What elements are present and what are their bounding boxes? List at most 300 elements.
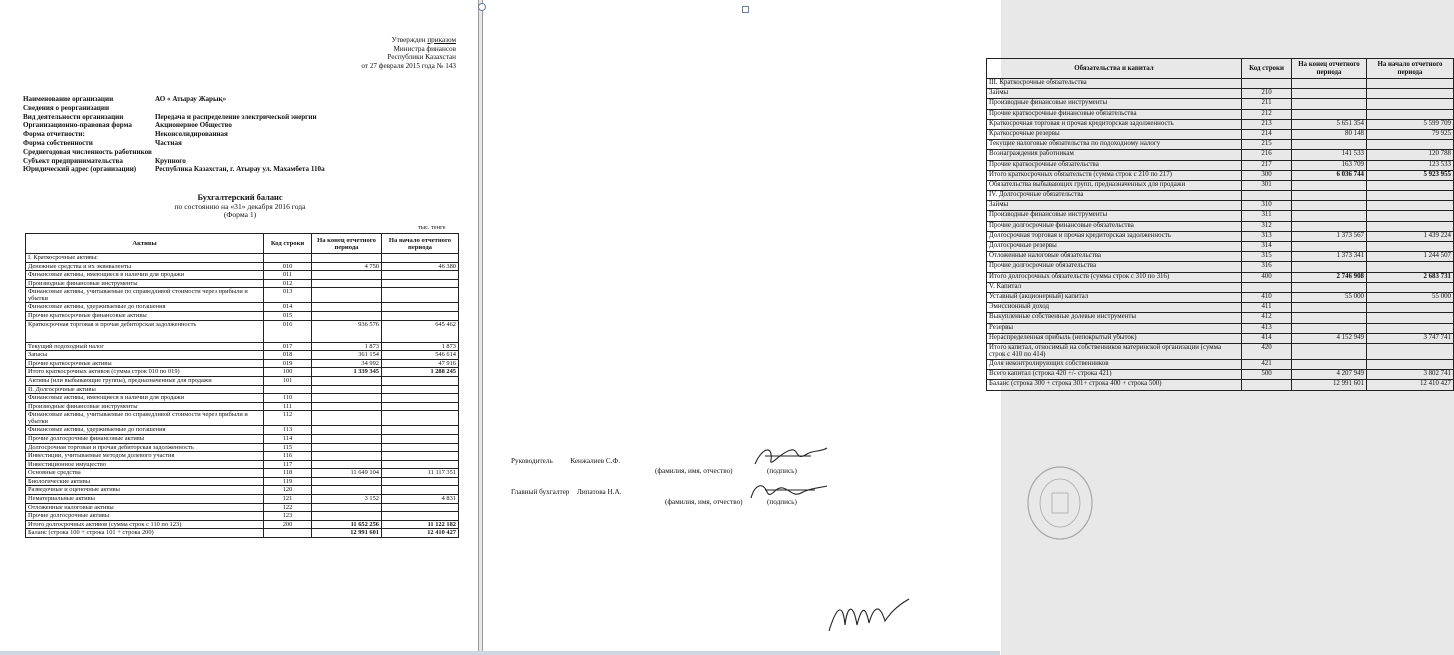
row-end-value [312, 376, 382, 385]
row-code: 400 [1242, 272, 1292, 282]
header-end-period: На конец отчетного периода [1292, 59, 1367, 79]
row-start-value [1367, 99, 1454, 109]
row-end-value [312, 512, 382, 521]
table-row [26, 359, 459, 368]
row-end-value: 3 152 [312, 495, 382, 504]
row-start-value: 1 439 224 [1367, 231, 1454, 241]
row-end-value [312, 271, 382, 280]
document-form: (Форма 1) [223, 210, 257, 220]
row-code: 412 [1242, 313, 1292, 323]
row-name: Вознаграждения работникам [987, 150, 1242, 160]
row-name: Инвестиции, учитываемые методом долевого участия [26, 452, 264, 461]
head-signature-line [511, 457, 620, 465]
row-name: Финансовые активы, удерживаемые до погашения [26, 303, 264, 312]
header-liabilities: Обязательства и капитал [987, 59, 1242, 79]
row-end-value [1292, 221, 1367, 231]
row-code [1242, 282, 1292, 292]
header-start-period: На начало отчетного периода [1367, 59, 1454, 79]
row-code: 014 [264, 303, 312, 312]
table-row [987, 201, 1454, 211]
row-name: Производные финансовые инструменты [26, 279, 264, 288]
row-end-value: 6 036 744 [1292, 170, 1367, 180]
row-start-value [382, 434, 459, 443]
row-code: 411 [1242, 303, 1292, 313]
row-start-value [382, 385, 459, 394]
row-start-value [382, 452, 459, 461]
row-end-value: 163 709 [1292, 160, 1367, 170]
row-start-value: 11 117 351 [382, 469, 459, 478]
row-code: 312 [1242, 221, 1292, 231]
table-row [987, 99, 1454, 109]
document-title: Бухгалтерский баланс [197, 193, 283, 202]
row-start-value [1367, 79, 1454, 89]
accountant-signature-image [745, 478, 831, 504]
row-end-value [312, 443, 382, 452]
row-start-value [1367, 180, 1454, 190]
table-row [987, 282, 1454, 292]
row-name: I. Краткосрочные активы: [26, 254, 264, 263]
table-row [987, 160, 1454, 170]
row-name: Краткосрочные резервы [987, 129, 1242, 139]
row-code: 017 [264, 342, 312, 351]
head-fio-caption: (фамилия, имя, отчество) [655, 467, 733, 475]
row-code: 122 [264, 503, 312, 512]
row-start-value: 1 244 507 [1367, 252, 1454, 262]
head-label: Руководитель [511, 457, 553, 465]
row-name: Прочие долгосрочные финансовые активы [26, 434, 264, 443]
row-code: 200 [264, 520, 312, 529]
row-start-value [1367, 360, 1454, 370]
row-start-value: 12 410 427 [382, 529, 459, 538]
row-code: 101 [264, 376, 312, 385]
row-end-value [1292, 89, 1367, 99]
row-name: Отложенные налоговые обязательства [987, 252, 1242, 262]
row-code [1242, 191, 1292, 201]
org-info-row [23, 165, 463, 174]
row-name: Прочие краткосрочные активы [26, 359, 264, 368]
table-row [26, 460, 459, 469]
accountant-sign-caption: (подпись) [767, 498, 797, 506]
row-code: 214 [1242, 129, 1292, 139]
table-row [26, 512, 459, 521]
row-start-value: 4 831 [382, 495, 459, 504]
row-code: 100 [264, 368, 312, 377]
stamp-image [1023, 463, 1097, 543]
row-name: Нераспределенная прибыль (непокрытый убыток) [987, 333, 1242, 343]
org-info-row [23, 148, 463, 157]
row-start-value: 46 380 [382, 262, 459, 271]
row-end-value: 141 533 [1292, 150, 1367, 160]
row-end-value: 1 373 341 [1292, 252, 1367, 262]
org-info-label: Субъект предпринимательства [23, 156, 123, 165]
row-name: Нематериальные активы [26, 495, 264, 504]
row-end-value [312, 411, 382, 426]
table-row [987, 360, 1454, 370]
row-start-value: 5 923 955 [1367, 170, 1454, 180]
row-code: 114 [264, 434, 312, 443]
accountant-label: Главный бухгалтер [511, 488, 570, 496]
table-row [26, 411, 459, 426]
row-end-value: 11 649 104 [312, 469, 382, 478]
table-row [987, 170, 1454, 180]
table-row [26, 271, 459, 280]
row-start-value [1367, 323, 1454, 333]
row-start-value [382, 486, 459, 495]
row-name: Баланс (строка 100 + строка 101 + строка 200) [26, 529, 264, 538]
org-info-label: Форма собственности [23, 138, 93, 147]
row-end-value: 34 992 [312, 359, 382, 368]
row-name: Прочие долгосрочные обязательства [987, 262, 1242, 272]
row-start-value [1367, 303, 1454, 313]
row-code: 315 [1242, 252, 1292, 262]
table-row [987, 89, 1454, 99]
approval-prefix: Утвержден [391, 36, 426, 44]
row-end-value: 12 991 601 [312, 529, 382, 538]
row-code: 314 [1242, 242, 1292, 252]
row-code: 313 [1242, 231, 1292, 241]
row-name: Прочие долгосрочные финансовые обязательства [987, 221, 1242, 231]
table-row [987, 109, 1454, 119]
row-end-value [1292, 99, 1367, 109]
row-code: 211 [1242, 99, 1292, 109]
row-code [1242, 380, 1292, 390]
org-info-value: Крупного [155, 156, 186, 165]
row-end-value: 80 148 [1292, 129, 1367, 139]
organization-info [23, 95, 463, 174]
row-code: 012 [264, 279, 312, 288]
row-start-value [382, 271, 459, 280]
row-end-value [1292, 262, 1367, 272]
row-start-value [382, 394, 459, 403]
row-end-value [312, 434, 382, 443]
row-name: Финансовые активы, учитываемые по справедливой стоимости через прибыли и убытки [26, 288, 264, 303]
row-end-value: 55 000 [1292, 292, 1367, 302]
row-end-value: 11 652 256 [312, 520, 382, 529]
table-row [987, 252, 1454, 262]
row-code: 116 [264, 452, 312, 461]
row-name: Разведочные и оценочные активы [26, 486, 264, 495]
row-name: Долгосрочные резервы [987, 242, 1242, 252]
row-name: Производные финансовые инструменты [987, 211, 1242, 221]
org-info-row [23, 157, 463, 166]
row-start-value: 123 533 [1367, 160, 1454, 170]
table-row [26, 279, 459, 288]
org-info-value: Республика Казахстан, г. Атырау ул. Махамбета 110а [155, 165, 325, 174]
right-document-page [482, 0, 1451, 655]
row-name: Займы [987, 201, 1242, 211]
row-name: Итого краткосрочных активов (сумма строк 010 по 019) [26, 368, 264, 377]
row-start-value [382, 279, 459, 288]
row-name: Финансовые активы, учитываемые по справедливой стоимости через прибыли и убытки [26, 411, 264, 426]
row-code: 301 [1242, 180, 1292, 190]
row-name: Краткосрочная торговая и прочая дебиторская задолженность [26, 320, 264, 342]
row-start-value: 2 683 731 [1367, 272, 1454, 282]
row-start-value [382, 254, 459, 263]
row-code [264, 254, 312, 263]
row-name: IV. Долгосрочные обязательства [987, 191, 1242, 201]
liabilities-table [986, 58, 1454, 391]
row-start-value [1367, 109, 1454, 119]
row-end-value: 1 873 [312, 342, 382, 351]
row-start-value [1367, 140, 1454, 150]
row-name: Производные финансовые инструменты [26, 402, 264, 411]
row-start-value [1367, 313, 1454, 323]
row-name: Текущие налоговые обязательства по подоходному налогу [987, 140, 1242, 150]
row-end-value [1292, 282, 1367, 292]
table-row [26, 342, 459, 351]
table-row [26, 402, 459, 411]
row-start-value [1367, 242, 1454, 252]
row-start-value: 1 873 [382, 342, 459, 351]
org-info-label: Сведения о реорганизации [23, 103, 110, 112]
row-code: 210 [1242, 89, 1292, 99]
org-info-row [23, 95, 463, 104]
table-row [987, 323, 1454, 333]
row-name: Финансовые активы, имеющиеся в наличии для продажи [26, 394, 264, 403]
approval-line-4: от 27 февраля 2015 года № 143 [361, 61, 456, 70]
row-start-value [382, 288, 459, 303]
table-row [987, 292, 1454, 302]
row-name: Долгосрочная торговая и прочая дебиторская задолженность [26, 443, 264, 452]
table-row [987, 79, 1454, 89]
table-row [26, 443, 459, 452]
table-row [987, 333, 1454, 343]
row-name: Баланс (строка 300 + строка 301+ строка 400 + строка 500) [987, 380, 1242, 390]
document-date: по состоянию на «31» декабря 2016 года [174, 201, 306, 211]
row-end-value [312, 402, 382, 411]
org-info-label: Вид деятельности организации [23, 112, 124, 121]
org-info-label: Форма отчетности: [23, 130, 85, 139]
resize-handle-corner[interactable] [742, 6, 749, 13]
table-row [987, 191, 1454, 201]
row-name: Денежные средства и их эквиваленты [26, 262, 264, 271]
row-start-value [1367, 89, 1454, 99]
row-start-value: 645 462 [382, 320, 459, 342]
row-code: 120 [264, 486, 312, 495]
row-name: Прочие краткосрочные обязательства [987, 160, 1242, 170]
row-start-value [1367, 211, 1454, 221]
table-row [26, 303, 459, 312]
row-start-value: 79 925 [1367, 129, 1454, 139]
approval-block [286, 36, 456, 70]
accountant-fio-caption: (фамилия, имя, отчество) [665, 498, 743, 506]
row-name: Долгосрочная торговая и прочая кредиторская задолженность [987, 231, 1242, 241]
row-start-value: 47 916 [382, 359, 459, 368]
resize-handle-top[interactable] [478, 3, 486, 11]
header-assets: Активы [26, 234, 264, 254]
table-row [987, 231, 1454, 241]
head-name: Кенжалиев С.Ф. [570, 457, 620, 465]
row-name: II. Долгосрочные активы [26, 385, 264, 394]
row-code: 117 [264, 460, 312, 469]
row-start-value [1367, 191, 1454, 201]
org-info-row [23, 130, 463, 139]
row-end-value: 4 750 [312, 262, 382, 271]
table-row [987, 150, 1454, 160]
row-start-value [382, 402, 459, 411]
row-code: 420 [1242, 343, 1292, 359]
row-start-value [382, 460, 459, 469]
org-info-row [23, 139, 463, 148]
table-row [987, 262, 1454, 272]
row-start-value [382, 311, 459, 320]
header-start-period: На начало отчетного периода [382, 234, 459, 254]
row-name: Прочие краткосрочные финансовые обязательства [987, 109, 1242, 119]
row-end-value [312, 394, 382, 403]
row-code: 110 [264, 394, 312, 403]
row-code: 013 [264, 288, 312, 303]
row-end-value [312, 477, 382, 486]
row-code: 011 [264, 271, 312, 280]
row-start-value [382, 376, 459, 385]
table-row [26, 520, 459, 529]
row-name: Итого долгосрочных обязательств (сумма строк с 310 по 316) [987, 272, 1242, 282]
row-code: 016 [264, 320, 312, 342]
table-row [26, 385, 459, 394]
row-start-value: 11 122 182 [382, 520, 459, 529]
accountant-signature-line [511, 488, 621, 496]
row-end-value [312, 303, 382, 312]
row-name: Биологические активы [26, 477, 264, 486]
row-start-value [382, 426, 459, 435]
row-code: 216 [1242, 150, 1292, 160]
row-start-value: 120 788 [1367, 150, 1454, 160]
row-name: Краткосрочная торговая и прочая кредиторская задолженность [987, 119, 1242, 129]
row-end-value [1292, 323, 1367, 333]
row-name: Инвестиционное имущество [26, 460, 264, 469]
approval-order-link[interactable]: приказом [427, 36, 456, 44]
table-row [26, 311, 459, 320]
approval-line-3: Республики Казахстан [387, 53, 456, 62]
balance-title-block [150, 194, 330, 220]
row-code: 018 [264, 351, 312, 360]
table-row [987, 211, 1454, 221]
row-name: Прочие долгосрочные активы [26, 512, 264, 521]
row-name: Выкупленные собственные долевые инструменты [987, 313, 1242, 323]
row-start-value: 1 288 245 [382, 368, 459, 377]
table-row [26, 376, 459, 385]
row-name: Активы (или выбывающие группы), предназначенные для продажи [26, 376, 264, 385]
row-code: 015 [264, 311, 312, 320]
row-code: 113 [264, 426, 312, 435]
row-name: Итого краткосрочных обязательств (сумма строк с 210 по 217) [987, 170, 1242, 180]
table-row [987, 129, 1454, 139]
row-code: 213 [1242, 119, 1292, 129]
header-code: Код строки [1242, 59, 1292, 79]
row-end-value [312, 311, 382, 320]
row-end-value [1292, 191, 1367, 201]
row-code: 316 [1242, 262, 1292, 272]
header-code: Код строки [264, 234, 312, 254]
org-info-label: Наименование организации [23, 95, 114, 103]
table-row [26, 452, 459, 461]
row-name: Текущий подоходный налог [26, 342, 264, 351]
table-row [26, 394, 459, 403]
row-name: Всего капитал (строка 420 +/- строка 421) [987, 370, 1242, 380]
row-code: 215 [1242, 140, 1292, 150]
table-row [26, 434, 459, 443]
row-end-value: 361 154 [312, 351, 382, 360]
row-end-value [1292, 303, 1367, 313]
table-row [26, 262, 459, 271]
table-row [987, 343, 1454, 359]
row-name: Запасы [26, 351, 264, 360]
row-code: 112 [264, 411, 312, 426]
org-info-label: Организационно-правовая форма [23, 121, 132, 130]
row-name: Финансовые активы, удерживаемые до погашения [26, 426, 264, 435]
row-name: III. Краткосрочные обязательства [987, 79, 1242, 89]
row-start-value [1367, 221, 1454, 231]
row-start-value [1367, 343, 1454, 359]
row-start-value [382, 503, 459, 512]
row-end-value [1292, 140, 1367, 150]
row-name: Итого долгосрочных активов (сумма строк с 110 по 123) [26, 520, 264, 529]
row-end-value [312, 254, 382, 263]
row-start-value [1367, 262, 1454, 272]
table-row [26, 477, 459, 486]
assets-table [25, 233, 459, 538]
table-row [26, 351, 459, 360]
accountant-name: Липатова Н.А. [576, 488, 622, 496]
row-start-value [382, 477, 459, 486]
table-row [26, 495, 459, 504]
row-name: Обязательства выбывающих групп, предназначенных для продажи [987, 180, 1242, 190]
org-info-value: Неконсолидированная [155, 130, 228, 139]
header-end-period: На конец отчетного периода [312, 234, 382, 254]
table-row [26, 469, 459, 478]
table-row [26, 503, 459, 512]
row-name: Резервы [987, 323, 1242, 333]
org-info-value: Передача и распределение электрической энергии [155, 112, 317, 121]
table-row [987, 221, 1454, 231]
row-code [1242, 79, 1292, 89]
table-row [987, 303, 1454, 313]
row-start-value [382, 411, 459, 426]
table-row [987, 272, 1454, 282]
row-start-value: 5 599 709 [1367, 119, 1454, 129]
row-code: 123 [264, 512, 312, 521]
row-start-value: 55 000 [1367, 292, 1454, 302]
row-name: Уставный (акционерный) капитал [987, 292, 1242, 302]
row-code: 414 [1242, 333, 1292, 343]
org-info-label: Среднегодовая численность работников [23, 147, 152, 156]
row-code: 115 [264, 443, 312, 452]
table-row [26, 486, 459, 495]
row-end-value [1292, 109, 1367, 119]
table-row [987, 313, 1454, 323]
table-row [26, 320, 459, 342]
row-code: 010 [264, 262, 312, 271]
row-code: 217 [1242, 160, 1292, 170]
row-end-value [1292, 180, 1367, 190]
table-row [26, 288, 459, 303]
row-start-value: 12 410 427 [1367, 380, 1454, 390]
row-end-value: 4 207 949 [1292, 370, 1367, 380]
row-end-value [1292, 313, 1367, 323]
row-name: Основные средства [26, 469, 264, 478]
left-document-page [0, 0, 479, 655]
row-end-value: 4 152 949 [1292, 333, 1367, 343]
table-row [987, 242, 1454, 252]
row-name: Эмиссионный доход [987, 303, 1242, 313]
row-end-value [312, 288, 382, 303]
table-row [26, 426, 459, 435]
row-code [264, 529, 312, 538]
row-end-value: 936 576 [312, 320, 382, 342]
row-end-value: 2 746 908 [1292, 272, 1367, 282]
row-start-value [382, 443, 459, 452]
row-code: 410 [1242, 292, 1292, 302]
